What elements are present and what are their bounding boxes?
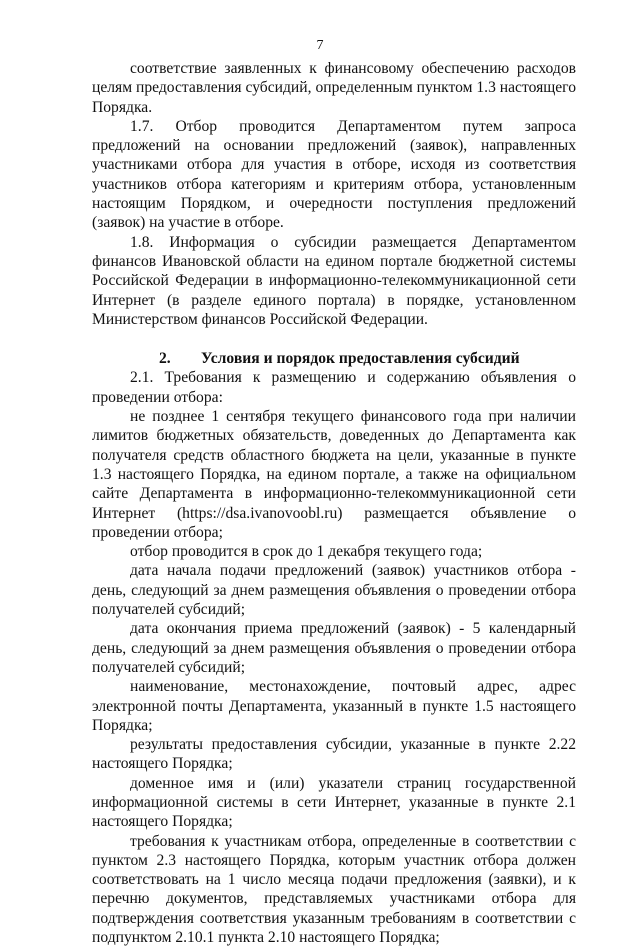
list-item: результаты предоставления субсидии, указанные в пункте 2.22 настоящего Порядка; — [92, 736, 576, 773]
list-item: наименование, местонахождение, почтовый адрес, адрес электронной почты Департамента, указанный в пункте 1.5 настоящего Порядка; — [92, 678, 576, 734]
list-item: не позднее 1 сентября текущего финансового года при наличии лимитов бюджетных обязательств, доведенных до Департамента как получателя средств областного бюджета на цели, указанные в пункте 1.3 настоящего Порядка, на едином портале, а также на официальном сайте Департамента в информационно-телекоммуникационной сети Интернет (https://dsa.ivanovoobl.ru) размещается объявление о проведении отбора; — [92, 408, 576, 541]
list-item: дата окончания приема предложений (заявок) - 5 календарный день, следующий за днем размещения объявления о проведении отбора получателей субсидий; — [92, 620, 576, 676]
paragraph-1-7: 1.7. Отбор проводится Департаментом путем запроса предложений на основании предложений (заявок), направленных участниками отбора для участия в отборе, исходя из соответствия участников отбора категориям и критериям отбора, установленным настоящим Порядком, и очередности поступления предложений (заявок) на участие в отборе. — [92, 117, 576, 232]
list-item: дата начала подачи предложений (заявок) участников отбора - день, следующий за днем размещения объявления о проведении отбора получателей субсидий; — [92, 562, 576, 619]
document-body — [92, 59, 576, 947]
paragraph-1-8: 1.8. Информация о субсидии размещается Департаментом финансов Ивановской области на едином портале бюджетной системы Российской Федерации в информационно-телекоммуникационной сети Интернет (в разделе единого портала) в порядке, установленном Министерством финансов Российской Федерации. — [92, 233, 576, 328]
section-title: Условия и порядок предоставления субсидий — [201, 350, 520, 368]
list-item: требования к участникам отбора, определенные в соответствии с пунктом 2.3 настоящего Порядка, которым участник отбора должен соответствовать на 1 число месяца подачи предложения (заявки), и к перечню документов, представляемых участниками отбора для подтверждения соответствия указанным требованиям в соответствии с подпунктом 2.10.1 пункта 2.10 настоящего Порядка; — [92, 832, 576, 947]
section-heading — [92, 349, 576, 368]
list-item: отбор проводится в срок до 1 декабря текущего года; — [130, 543, 483, 561]
page-number: 7 — [316, 38, 324, 53]
paragraph-2-1: 2.1. Требования к размещению и содержанию объявления о проведении отбора: — [92, 369, 576, 406]
list-item: доменное имя и (или) указатели страниц государственной информационной системы в сети Интернет, указанные в пункте 2.1 настоящего Порядка; — [92, 774, 576, 831]
paragraph-continuation: соответствие заявленных к финансовому обеспечению расходов целям предоставления субсидий, определенным пунктом 1.3 настоящего Порядка. — [92, 60, 576, 116]
section-number: 2. — [159, 350, 171, 368]
